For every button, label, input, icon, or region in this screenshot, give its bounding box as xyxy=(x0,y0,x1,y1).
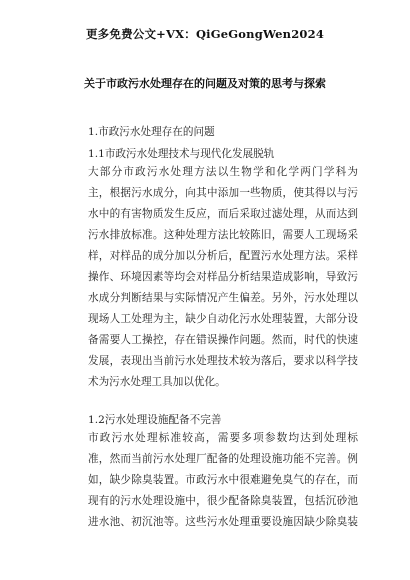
paragraph-line: 大部分市政污水处理方法以生物学和化学两门学科为 xyxy=(88,166,358,178)
paragraph-line: 水成分判断结果与实际情况产生偏差。另外，污水处理以 xyxy=(88,292,358,304)
section-heading-1-2: 1.2污水处理设施配备不完善 xyxy=(88,414,222,426)
document-title: 关于市政污水处理存在的问题及对策的思考与探索 xyxy=(84,77,326,90)
section-heading-1-1: 1.1市政污水处理技术与现代化发展脱轨 xyxy=(88,148,275,160)
paragraph-line: 发展，表现出当前污水处理技术较为落后，要求以科学技 xyxy=(88,355,358,367)
paragraph-line: 现有的污水处理设施中，很少配备除臭装置，包括沉砂池 xyxy=(88,495,358,507)
paragraph-line: 如，缺少除臭装置。市政污水中很难避免臭气的存在，而 xyxy=(88,474,358,486)
paragraph-line: 样，对样品的成分加以分析后，配置污水处理方法。采样 xyxy=(88,250,358,262)
paragraph-line: 水中的有害物质发生反应，而后采取过滤处理，从而达到 xyxy=(88,208,358,220)
paragraph-line: 污水排放标准。这种处理方法比较陈旧，需要人工现场采 xyxy=(88,229,358,241)
paragraph-2 xyxy=(88,428,358,533)
paragraph-line: 术为污水处理工具加以优化。 xyxy=(88,376,226,388)
paragraph-line: 操作、环境因素等均会对样品分析结果造成影响，导致污 xyxy=(88,271,358,283)
section-heading-1: 1.市政污水处理存在的问题 xyxy=(88,126,215,138)
promo-header: 更多免费公文+VX：QiGeGongWen2024 xyxy=(85,27,325,41)
paragraph-line: 进水池、初沉池等。这些污水处理重要设施因缺少除臭装 xyxy=(88,516,358,528)
paragraph-line: 主，根据污水成分，向其中添加一些物质，使其得以与污 xyxy=(88,187,358,199)
paragraph-line: 市政污水处理标准较高，需要多项参数均达到处理标 xyxy=(88,432,358,444)
paragraph-line: 备需要人工操控，存在错误操作问题。然而，时代的快速 xyxy=(88,334,358,346)
paragraph-1 xyxy=(88,162,358,393)
paragraph-line: 现场人工处理为主，缺少自动化污水处理装置，大部分设 xyxy=(88,313,358,325)
paragraph-line: 准，然而当前污水处理厂配备的处理设施功能不完善。例 xyxy=(88,453,358,465)
